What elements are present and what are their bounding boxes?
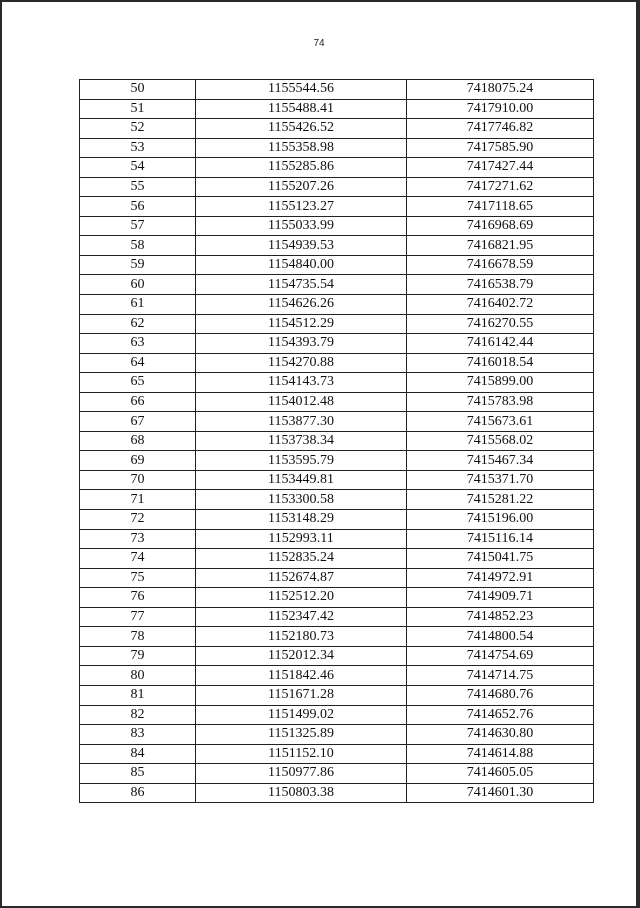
x-coordinate-cell: 1155033.99 bbox=[196, 216, 407, 236]
point-number-cell: 75 bbox=[80, 568, 196, 588]
y-coordinate-cell: 7416142.44 bbox=[407, 334, 594, 354]
x-coordinate-cell: 1152347.42 bbox=[196, 607, 407, 627]
y-coordinate-cell: 7418075.24 bbox=[407, 80, 594, 100]
table-row bbox=[80, 607, 594, 627]
table-row bbox=[80, 725, 594, 745]
point-number-cell: 71 bbox=[80, 490, 196, 510]
y-coordinate-cell: 7414714.75 bbox=[407, 666, 594, 686]
table-row bbox=[80, 666, 594, 686]
y-coordinate-cell: 7415281.22 bbox=[407, 490, 594, 510]
x-coordinate-cell: 1154735.54 bbox=[196, 275, 407, 295]
x-coordinate-cell: 1152180.73 bbox=[196, 627, 407, 647]
x-coordinate-cell: 1152674.87 bbox=[196, 568, 407, 588]
y-coordinate-cell: 7414630.80 bbox=[407, 725, 594, 745]
x-coordinate-cell: 1152993.11 bbox=[196, 529, 407, 549]
x-coordinate-cell: 1150977.86 bbox=[196, 764, 407, 784]
x-coordinate-cell: 1155123.27 bbox=[196, 197, 407, 217]
x-coordinate-cell: 1152835.24 bbox=[196, 549, 407, 569]
table-row bbox=[80, 314, 594, 334]
x-coordinate-cell: 1155544.56 bbox=[196, 80, 407, 100]
table-row bbox=[80, 275, 594, 295]
table-row bbox=[80, 510, 594, 530]
table-row bbox=[80, 764, 594, 784]
y-coordinate-cell: 7417271.62 bbox=[407, 177, 594, 197]
point-number-cell: 65 bbox=[80, 373, 196, 393]
x-coordinate-cell: 1154840.00 bbox=[196, 255, 407, 275]
table-row bbox=[80, 177, 594, 197]
x-coordinate-cell: 1152012.34 bbox=[196, 646, 407, 666]
x-coordinate-cell: 1154512.29 bbox=[196, 314, 407, 334]
x-coordinate-cell: 1153148.29 bbox=[196, 510, 407, 530]
table-row bbox=[80, 549, 594, 569]
point-number-cell: 64 bbox=[80, 353, 196, 373]
table-row bbox=[80, 353, 594, 373]
table-row bbox=[80, 99, 594, 119]
point-number-cell: 57 bbox=[80, 216, 196, 236]
y-coordinate-cell: 7415783.98 bbox=[407, 392, 594, 412]
y-coordinate-cell: 7417118.65 bbox=[407, 197, 594, 217]
y-coordinate-cell: 7417585.90 bbox=[407, 138, 594, 158]
point-number-cell: 74 bbox=[80, 549, 196, 569]
y-coordinate-cell: 7416678.59 bbox=[407, 255, 594, 275]
y-coordinate-cell: 7416968.69 bbox=[407, 216, 594, 236]
y-coordinate-cell: 7416402.72 bbox=[407, 295, 594, 315]
x-coordinate-cell: 1154143.73 bbox=[196, 373, 407, 393]
x-coordinate-cell: 1154393.79 bbox=[196, 334, 407, 354]
point-number-cell: 63 bbox=[80, 334, 196, 354]
y-coordinate-cell: 7415568.02 bbox=[407, 431, 594, 451]
table-row bbox=[80, 392, 594, 412]
y-coordinate-cell: 7414680.76 bbox=[407, 685, 594, 705]
y-coordinate-cell: 7414614.88 bbox=[407, 744, 594, 764]
table-row bbox=[80, 529, 594, 549]
y-coordinate-cell: 7415116.14 bbox=[407, 529, 594, 549]
point-number-cell: 80 bbox=[80, 666, 196, 686]
y-coordinate-cell: 7417910.00 bbox=[407, 99, 594, 119]
coordinates-table bbox=[79, 79, 594, 803]
x-coordinate-cell: 1151671.28 bbox=[196, 685, 407, 705]
y-coordinate-cell: 7414972.91 bbox=[407, 568, 594, 588]
x-coordinate-cell: 1155285.86 bbox=[196, 158, 407, 178]
table-row bbox=[80, 490, 594, 510]
table-row bbox=[80, 431, 594, 451]
point-number-cell: 56 bbox=[80, 197, 196, 217]
x-coordinate-cell: 1154626.26 bbox=[196, 295, 407, 315]
table-row bbox=[80, 705, 594, 725]
x-coordinate-cell: 1154012.48 bbox=[196, 392, 407, 412]
y-coordinate-cell: 7416018.54 bbox=[407, 353, 594, 373]
y-coordinate-cell: 7415467.34 bbox=[407, 451, 594, 471]
x-coordinate-cell: 1153877.30 bbox=[196, 412, 407, 432]
point-number-cell: 84 bbox=[80, 744, 196, 764]
x-coordinate-cell: 1154939.53 bbox=[196, 236, 407, 256]
point-number-cell: 62 bbox=[80, 314, 196, 334]
x-coordinate-cell: 1155358.98 bbox=[196, 138, 407, 158]
table-row bbox=[80, 412, 594, 432]
y-coordinate-cell: 7414800.54 bbox=[407, 627, 594, 647]
y-coordinate-cell: 7415196.00 bbox=[407, 510, 594, 530]
table-row bbox=[80, 783, 594, 803]
table-row bbox=[80, 627, 594, 647]
point-number-cell: 76 bbox=[80, 588, 196, 608]
page-number: 74 bbox=[313, 38, 325, 49]
x-coordinate-cell: 1155426.52 bbox=[196, 119, 407, 139]
table-row bbox=[80, 216, 594, 236]
point-number-cell: 77 bbox=[80, 607, 196, 627]
y-coordinate-cell: 7415041.75 bbox=[407, 549, 594, 569]
point-number-cell: 55 bbox=[80, 177, 196, 197]
table-row bbox=[80, 685, 594, 705]
point-number-cell: 79 bbox=[80, 646, 196, 666]
point-number-cell: 51 bbox=[80, 99, 196, 119]
table-row bbox=[80, 588, 594, 608]
x-coordinate-cell: 1153738.34 bbox=[196, 431, 407, 451]
y-coordinate-cell: 7417427.44 bbox=[407, 158, 594, 178]
y-coordinate-cell: 7414754.69 bbox=[407, 646, 594, 666]
x-coordinate-cell: 1153300.58 bbox=[196, 490, 407, 510]
table-row bbox=[80, 197, 594, 217]
point-number-cell: 52 bbox=[80, 119, 196, 139]
x-coordinate-cell: 1151842.46 bbox=[196, 666, 407, 686]
x-coordinate-cell: 1153449.81 bbox=[196, 470, 407, 490]
y-coordinate-cell: 7417746.82 bbox=[407, 119, 594, 139]
point-number-cell: 68 bbox=[80, 431, 196, 451]
x-coordinate-cell: 1154270.88 bbox=[196, 353, 407, 373]
y-coordinate-cell: 7414909.71 bbox=[407, 588, 594, 608]
table-row bbox=[80, 236, 594, 256]
table-row bbox=[80, 158, 594, 178]
table-row bbox=[80, 470, 594, 490]
point-number-cell: 78 bbox=[80, 627, 196, 647]
y-coordinate-cell: 7415371.70 bbox=[407, 470, 594, 490]
point-number-cell: 69 bbox=[80, 451, 196, 471]
point-number-cell: 50 bbox=[80, 80, 196, 100]
x-coordinate-cell: 1150803.38 bbox=[196, 783, 407, 803]
point-number-cell: 86 bbox=[80, 783, 196, 803]
y-coordinate-cell: 7414852.23 bbox=[407, 607, 594, 627]
table-row bbox=[80, 255, 594, 275]
x-coordinate-cell: 1155207.26 bbox=[196, 177, 407, 197]
point-number-cell: 72 bbox=[80, 510, 196, 530]
x-coordinate-cell: 1155488.41 bbox=[196, 99, 407, 119]
table-row bbox=[80, 138, 594, 158]
point-number-cell: 61 bbox=[80, 295, 196, 315]
y-coordinate-cell: 7414601.30 bbox=[407, 783, 594, 803]
y-coordinate-cell: 7414605.05 bbox=[407, 764, 594, 784]
x-coordinate-cell: 1153595.79 bbox=[196, 451, 407, 471]
coordinates-table-body bbox=[80, 80, 594, 803]
table-row bbox=[80, 334, 594, 354]
y-coordinate-cell: 7415673.61 bbox=[407, 412, 594, 432]
x-coordinate-cell: 1151325.89 bbox=[196, 725, 407, 745]
table-row bbox=[80, 295, 594, 315]
table-row bbox=[80, 646, 594, 666]
table-row bbox=[80, 568, 594, 588]
point-number-cell: 73 bbox=[80, 529, 196, 549]
point-number-cell: 53 bbox=[80, 138, 196, 158]
point-number-cell: 70 bbox=[80, 470, 196, 490]
table-row bbox=[80, 80, 594, 100]
table-row bbox=[80, 451, 594, 471]
point-number-cell: 81 bbox=[80, 685, 196, 705]
point-number-cell: 83 bbox=[80, 725, 196, 745]
point-number-cell: 54 bbox=[80, 158, 196, 178]
point-number-cell: 85 bbox=[80, 764, 196, 784]
table-row bbox=[80, 744, 594, 764]
y-coordinate-cell: 7416270.55 bbox=[407, 314, 594, 334]
point-number-cell: 82 bbox=[80, 705, 196, 725]
y-coordinate-cell: 7414652.76 bbox=[407, 705, 594, 725]
table-row bbox=[80, 119, 594, 139]
x-coordinate-cell: 1152512.20 bbox=[196, 588, 407, 608]
point-number-cell: 60 bbox=[80, 275, 196, 295]
y-coordinate-cell: 7416538.79 bbox=[407, 275, 594, 295]
x-coordinate-cell: 1151152.10 bbox=[196, 744, 407, 764]
point-number-cell: 58 bbox=[80, 236, 196, 256]
x-coordinate-cell: 1151499.02 bbox=[196, 705, 407, 725]
point-number-cell: 67 bbox=[80, 412, 196, 432]
point-number-cell: 66 bbox=[80, 392, 196, 412]
point-number-cell: 59 bbox=[80, 255, 196, 275]
y-coordinate-cell: 7416821.95 bbox=[407, 236, 594, 256]
document-page bbox=[2, 2, 636, 906]
table-row bbox=[80, 373, 594, 393]
y-coordinate-cell: 7415899.00 bbox=[407, 373, 594, 393]
